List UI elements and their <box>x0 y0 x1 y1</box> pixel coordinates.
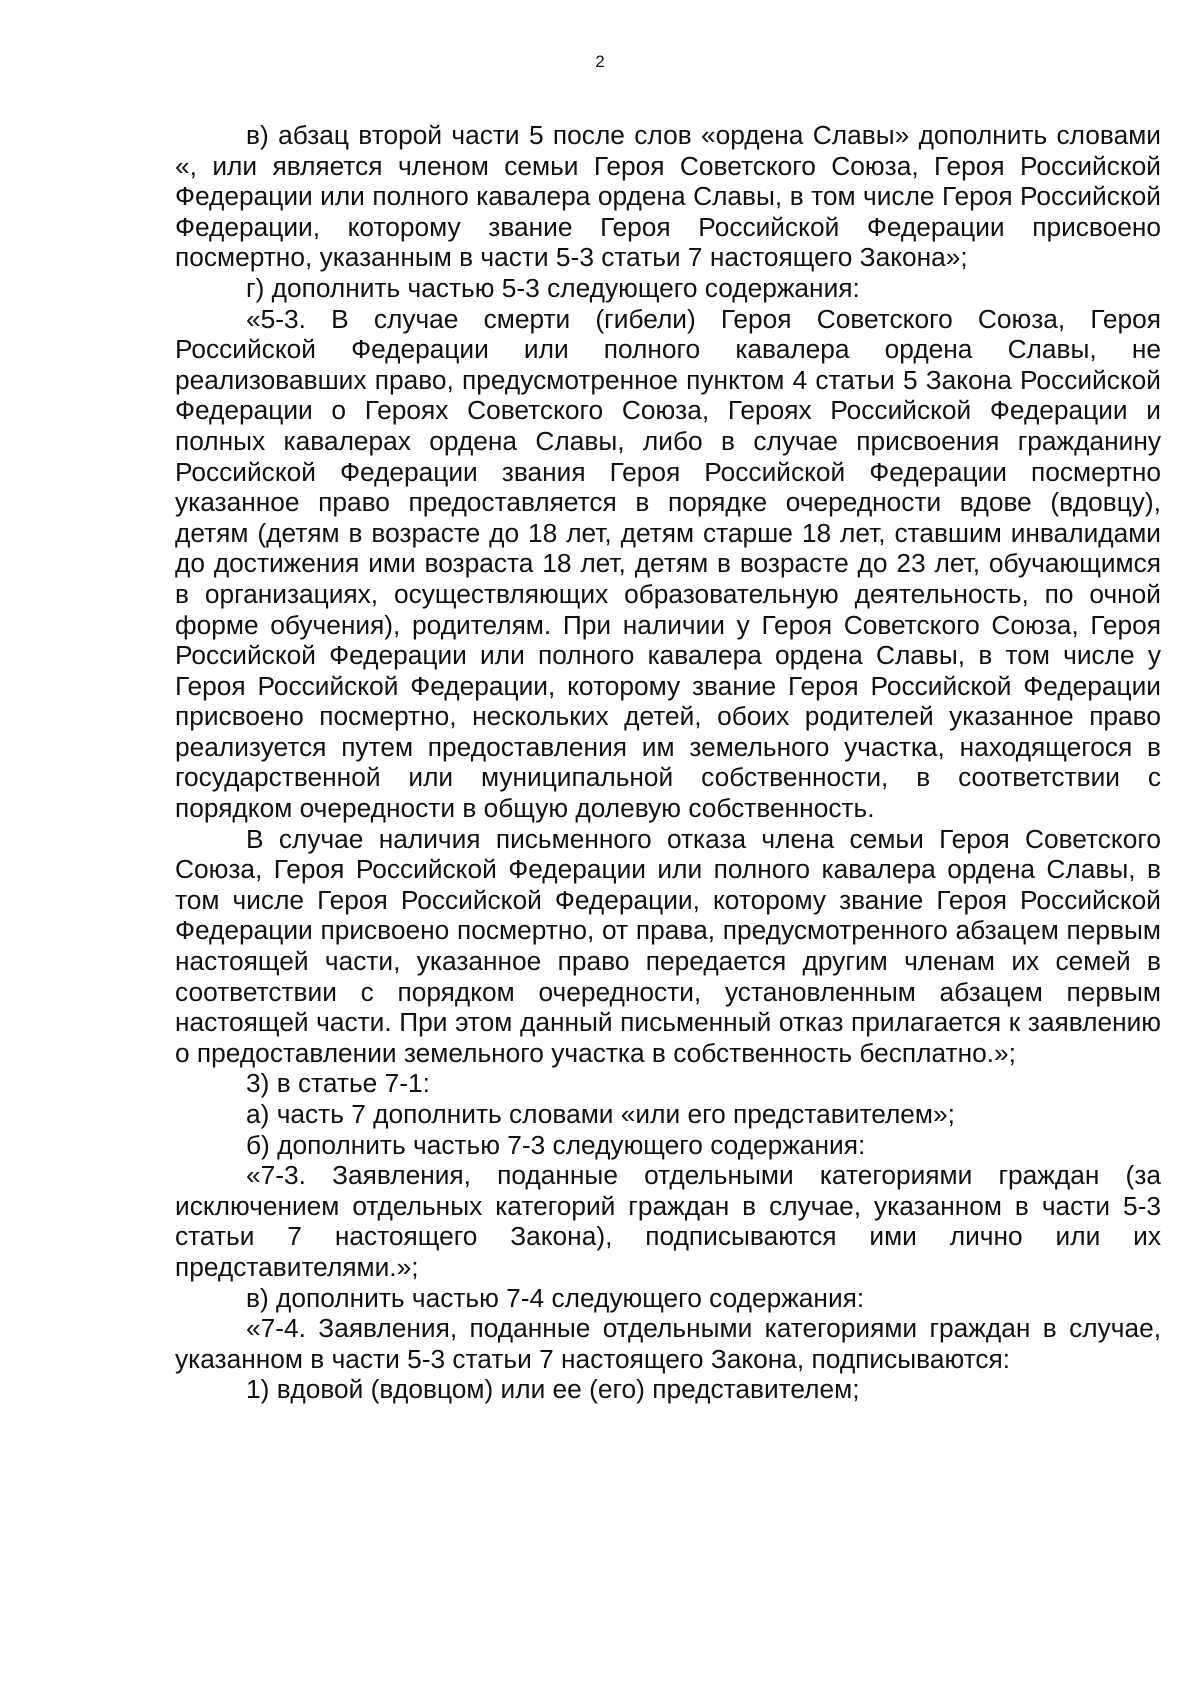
paragraph-part-7-4: «7-4. Заявления, поданные отдельными категориями граждан в случае, указанном в части 5-3 статьи 7 настоящего Закона, подписываются: <box>175 1313 1161 1374</box>
paragraph-article-7-1: 3) в статье 7-1: <box>246 1068 430 1099</box>
paragraph-written-refusal: В случае наличия письменного отказа члена семьи Героя Советского Союза, Героя Российской Федерации или полного кавалера ордена Славы, в том числе Героя Российской Федерации, которому звание Героя Российской Федерации присвоено посмертно, от права, предусмотренного абзацем первым настоящей части, указанное право передается другим членам их семей в соответствии с порядком очередности, установленным абзацем первым настоящей части. При этом данный письменный отказ прилагается к заявлению о предоставлении земельного участка в собственность бесплатно.»; <box>175 823 1161 1068</box>
paragraph-amendment-v-2: в) дополнить частью 7-4 следующего содержания: <box>246 1282 865 1313</box>
document-body <box>175 120 1161 1405</box>
paragraph-amendment-b: б) дополнить частью 7-3 следующего содержания: <box>246 1129 866 1160</box>
paragraph-part-7-3: «7-3. Заявления, поданные отдельными категориями граждан (за исключением отдельных категорий граждан в случае, указанном в части 5-3 статьи 7 настоящего Закона), подписываются ими лично или их представителями.»; <box>175 1160 1161 1282</box>
paragraph-amendment-v: в) абзац второй части 5 после слов «ордена Славы» дополнить словами «, или является членом семьи Героя Советского Союза, Героя Российской Федерации или полного кавалера ордена Славы, в том числе Героя Российской Федерации, которому звание Героя Российской Федерации присвоено посмертно, указанным в части 5-3 статьи 7 настоящего Закона»; <box>175 120 1161 273</box>
page-number: 2 <box>595 52 605 71</box>
paragraph-amendment-g: г) дополнить частью 5-3 следующего содержания: <box>246 272 860 303</box>
paragraph-item-1: 1) вдовой (вдовцом) или ее (его) представителем; <box>246 1374 860 1405</box>
paragraph-amendment-a: а) часть 7 дополнить словами «или его представителем»; <box>246 1099 955 1129</box>
paragraph-part-5-3: «5-3. В случае смерти (гибели) Героя Советского Союза, Героя Российской Федерации или полного кавалера ордена Славы, не реализовавших право, предусмотренное пунктом 4 статьи 5 Закона Российской Федерации о Героях Советского Союза, Героях Российской Федерации и полных кавалерах ордена Славы, либо в случае присвоения гражданину Российской Федерации звания Героя Российской Федерации посмертно указанное право предоставляется в порядке очередности вдове (вдовцу), детям (детям в возрасте до 18 лет, детям старше 18 лет, ставшим инвалидами до достижения ими возраста 18 лет, детям в возрасте до 23 лет, обучающимся в организациях, осуществляющих образовательную деятельность, по очной форме обучения), родителям. При наличии у Героя Советского Союза, Героя Российской Федерации или полного кавалера ордена Славы, в том числе у Героя Российской Федерации, которому звание Героя Российской Федерации присвоено посмертно, нескольких детей, обоих родителей указанное право реализуется путем предоставления им земельного участка, находящегося в государственной или муниципальной собственности, в соответствии с порядком очередности в общую долевую собственность. <box>175 303 1161 824</box>
